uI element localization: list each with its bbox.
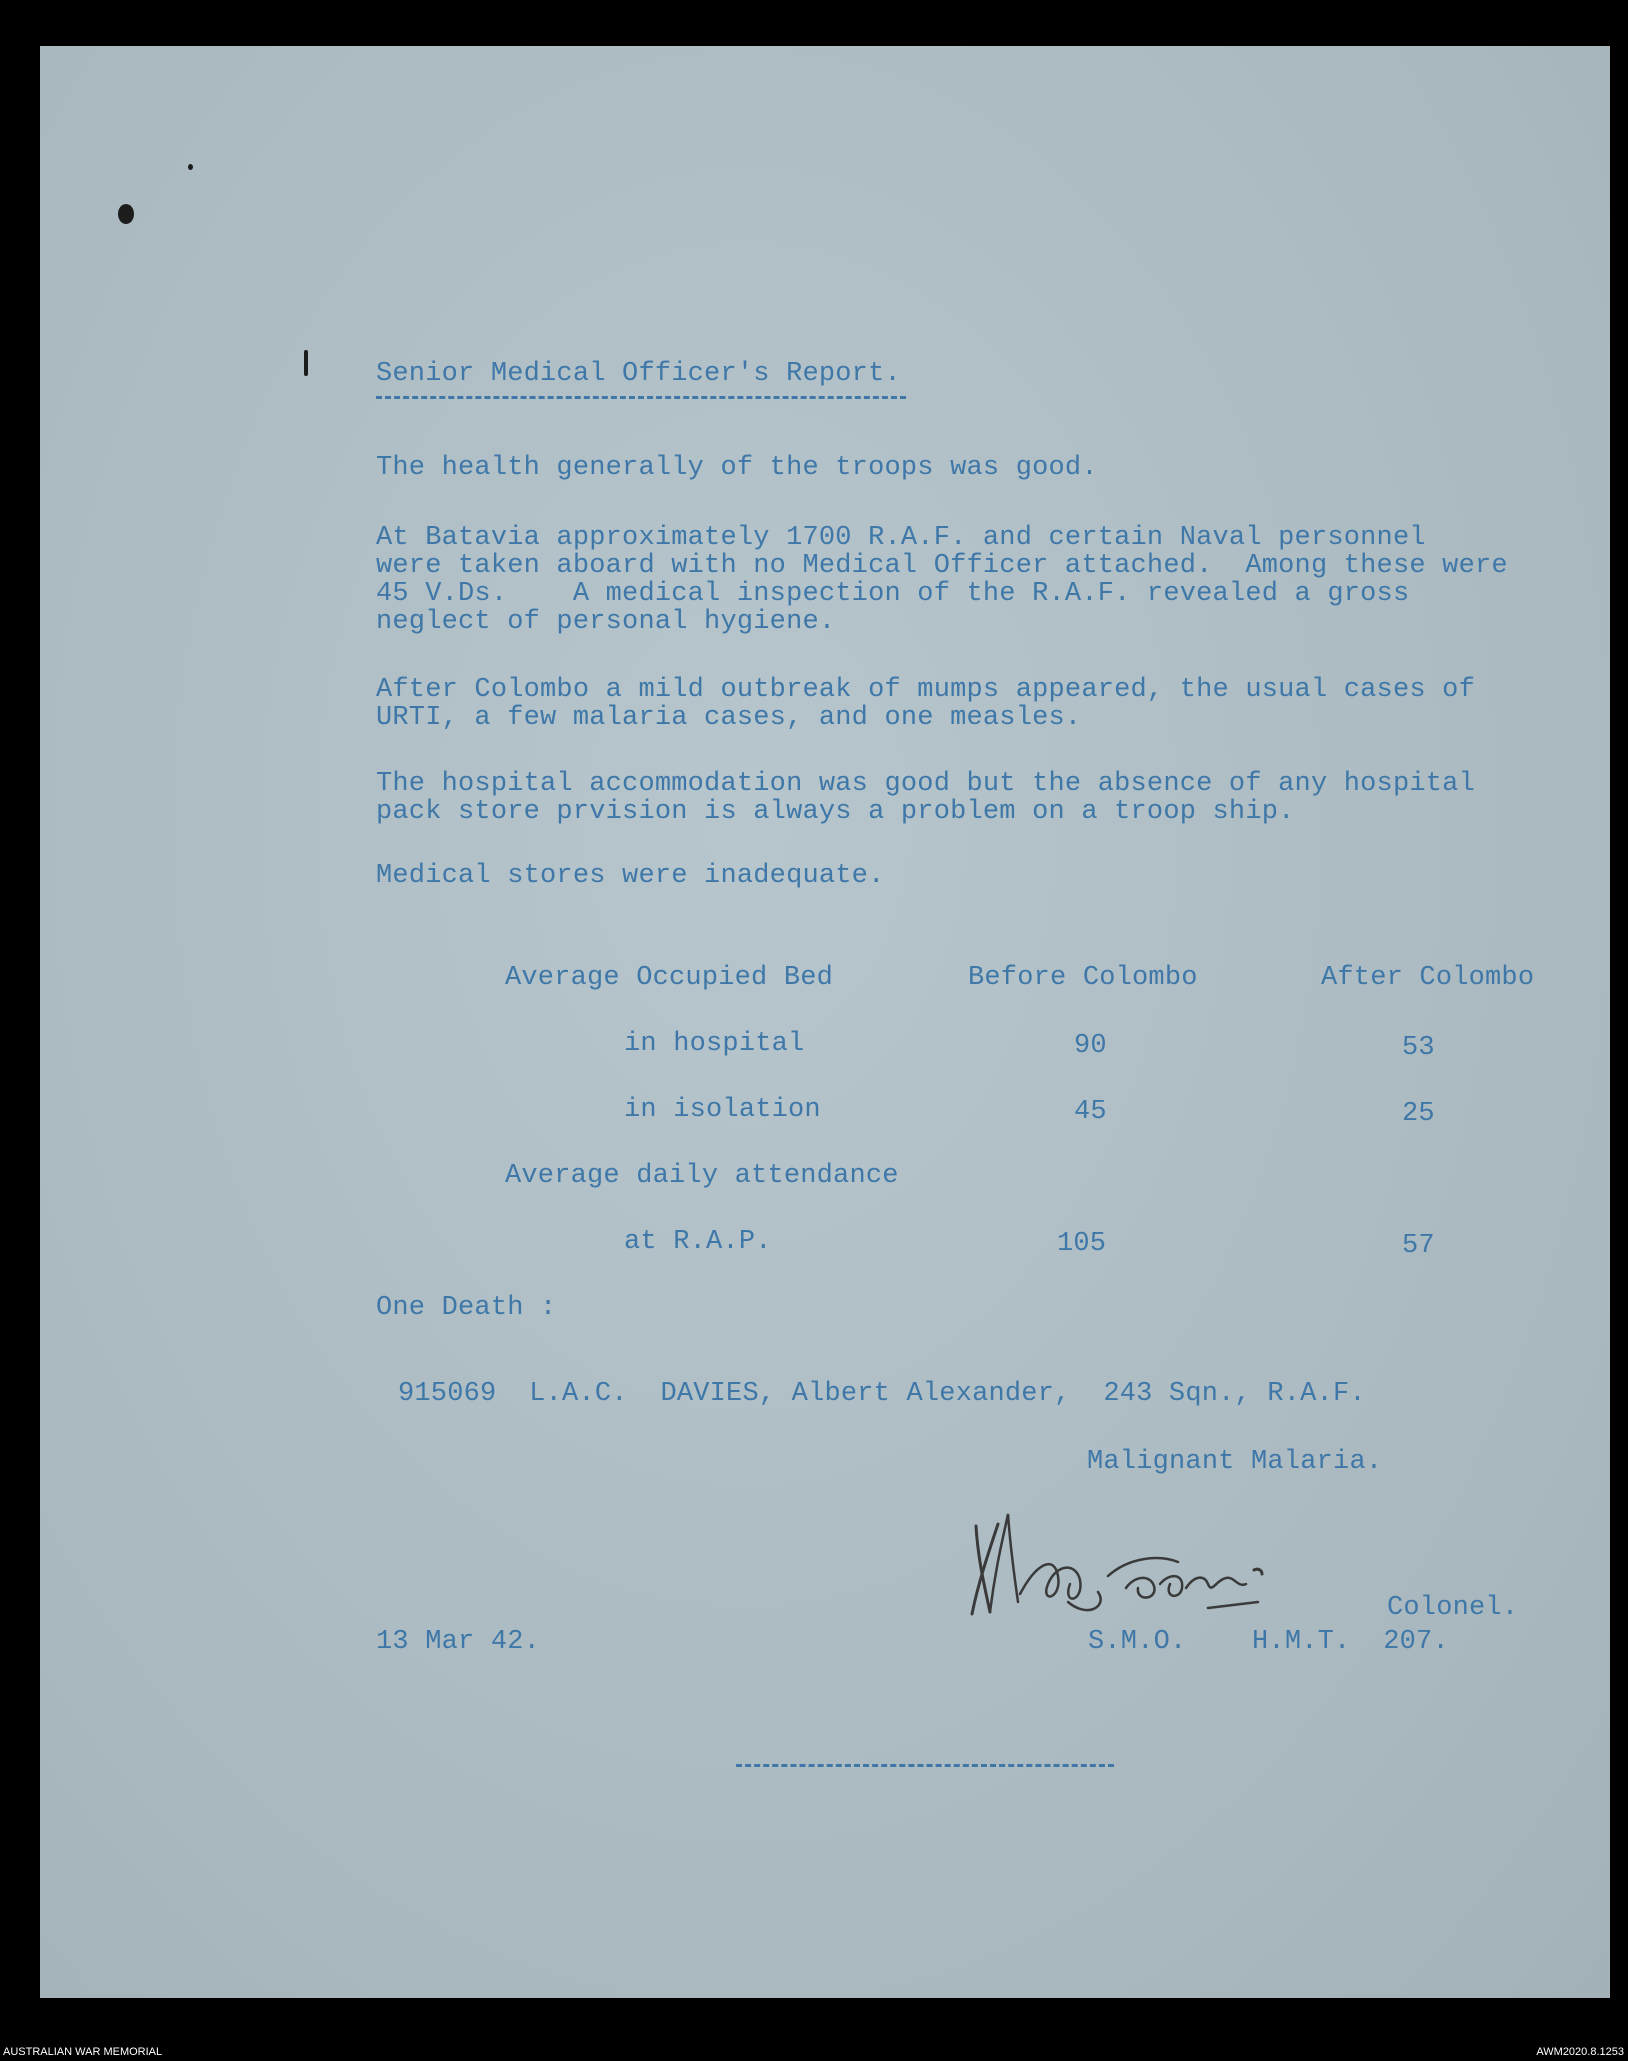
punch-hole [118,204,134,224]
paragraph-batavia-line-2: were taken aboard with no Medical Officer attached. Among these were [376,551,1508,581]
paragraph-stores: Medical stores were inadequate. [376,861,885,891]
paragraph-colombo-line-2: URTI, a few malaria cases, and one measles. [376,703,1082,733]
paragraph-batavia-line-1: At Batavia approximately 1700 R.A.F. and certain Naval personnel [376,523,1426,553]
paper-sheet [40,46,1610,1998]
signature-position: S.M.O. H.M.T. 207. [1088,1627,1449,1657]
paragraph-hospital-line-2: pack store prvision is always a problem on a troop ship. [376,797,1295,827]
handwritten-signature [958,1484,1378,1624]
footer-accession: AWM2020.8.1253 [1536,2046,1624,2058]
title-underline [376,396,906,399]
death-entry: 915069 L.A.C. DAVIES, Albert Alexander, 243 Sqn., R.A.F. [398,1379,1366,1409]
signature-rank: Colonel. [1387,1593,1519,1623]
paragraph-hospital-line-1: The hospital accommodation was good but the absence of any hospital [376,769,1475,799]
paragraph-health: The health generally of the troops was good. [376,453,1098,483]
table-cell-before: 45 [1074,1097,1107,1127]
table-cell-before: 105 [1057,1229,1107,1259]
punch-mark [188,164,193,170]
closing-rule [736,1764,1114,1767]
death-label: One Death : [376,1293,557,1323]
report-date: 13 Mar 42. [376,1627,541,1657]
table-cell-after: 53 [1402,1033,1435,1063]
table-header-label: Average Occupied Bed [505,963,834,993]
table-row-label: in hospital [624,1029,805,1059]
paragraph-batavia-line-3: 45 V.Ds. A medical inspection of the R.A.F. revealed a gross [376,579,1410,609]
table-cell-before: 90 [1074,1031,1107,1061]
table-col-after: After Colombo [1321,963,1535,993]
footer-source: AUSTRALIAN WAR MEMORIAL [3,2046,163,2058]
punch-mark [304,350,308,376]
table-cell-after: 57 [1402,1231,1435,1261]
table-attendance-label: Average daily attendance [505,1161,899,1191]
death-cause: Malignant Malaria. [1087,1447,1383,1477]
table-row-label: in isolation [624,1095,821,1125]
table-col-before: Before Colombo [968,963,1198,993]
paragraph-batavia-line-4: neglect of personal hygiene. [376,607,836,637]
paragraph-colombo-line-1: After Colombo a mild outbreak of mumps appeared, the usual cases of [376,675,1475,705]
report-title: Senior Medical Officer's Report. [376,359,901,389]
table-row-label: at R.A.P. [624,1227,772,1257]
table-cell-after: 25 [1402,1099,1435,1129]
